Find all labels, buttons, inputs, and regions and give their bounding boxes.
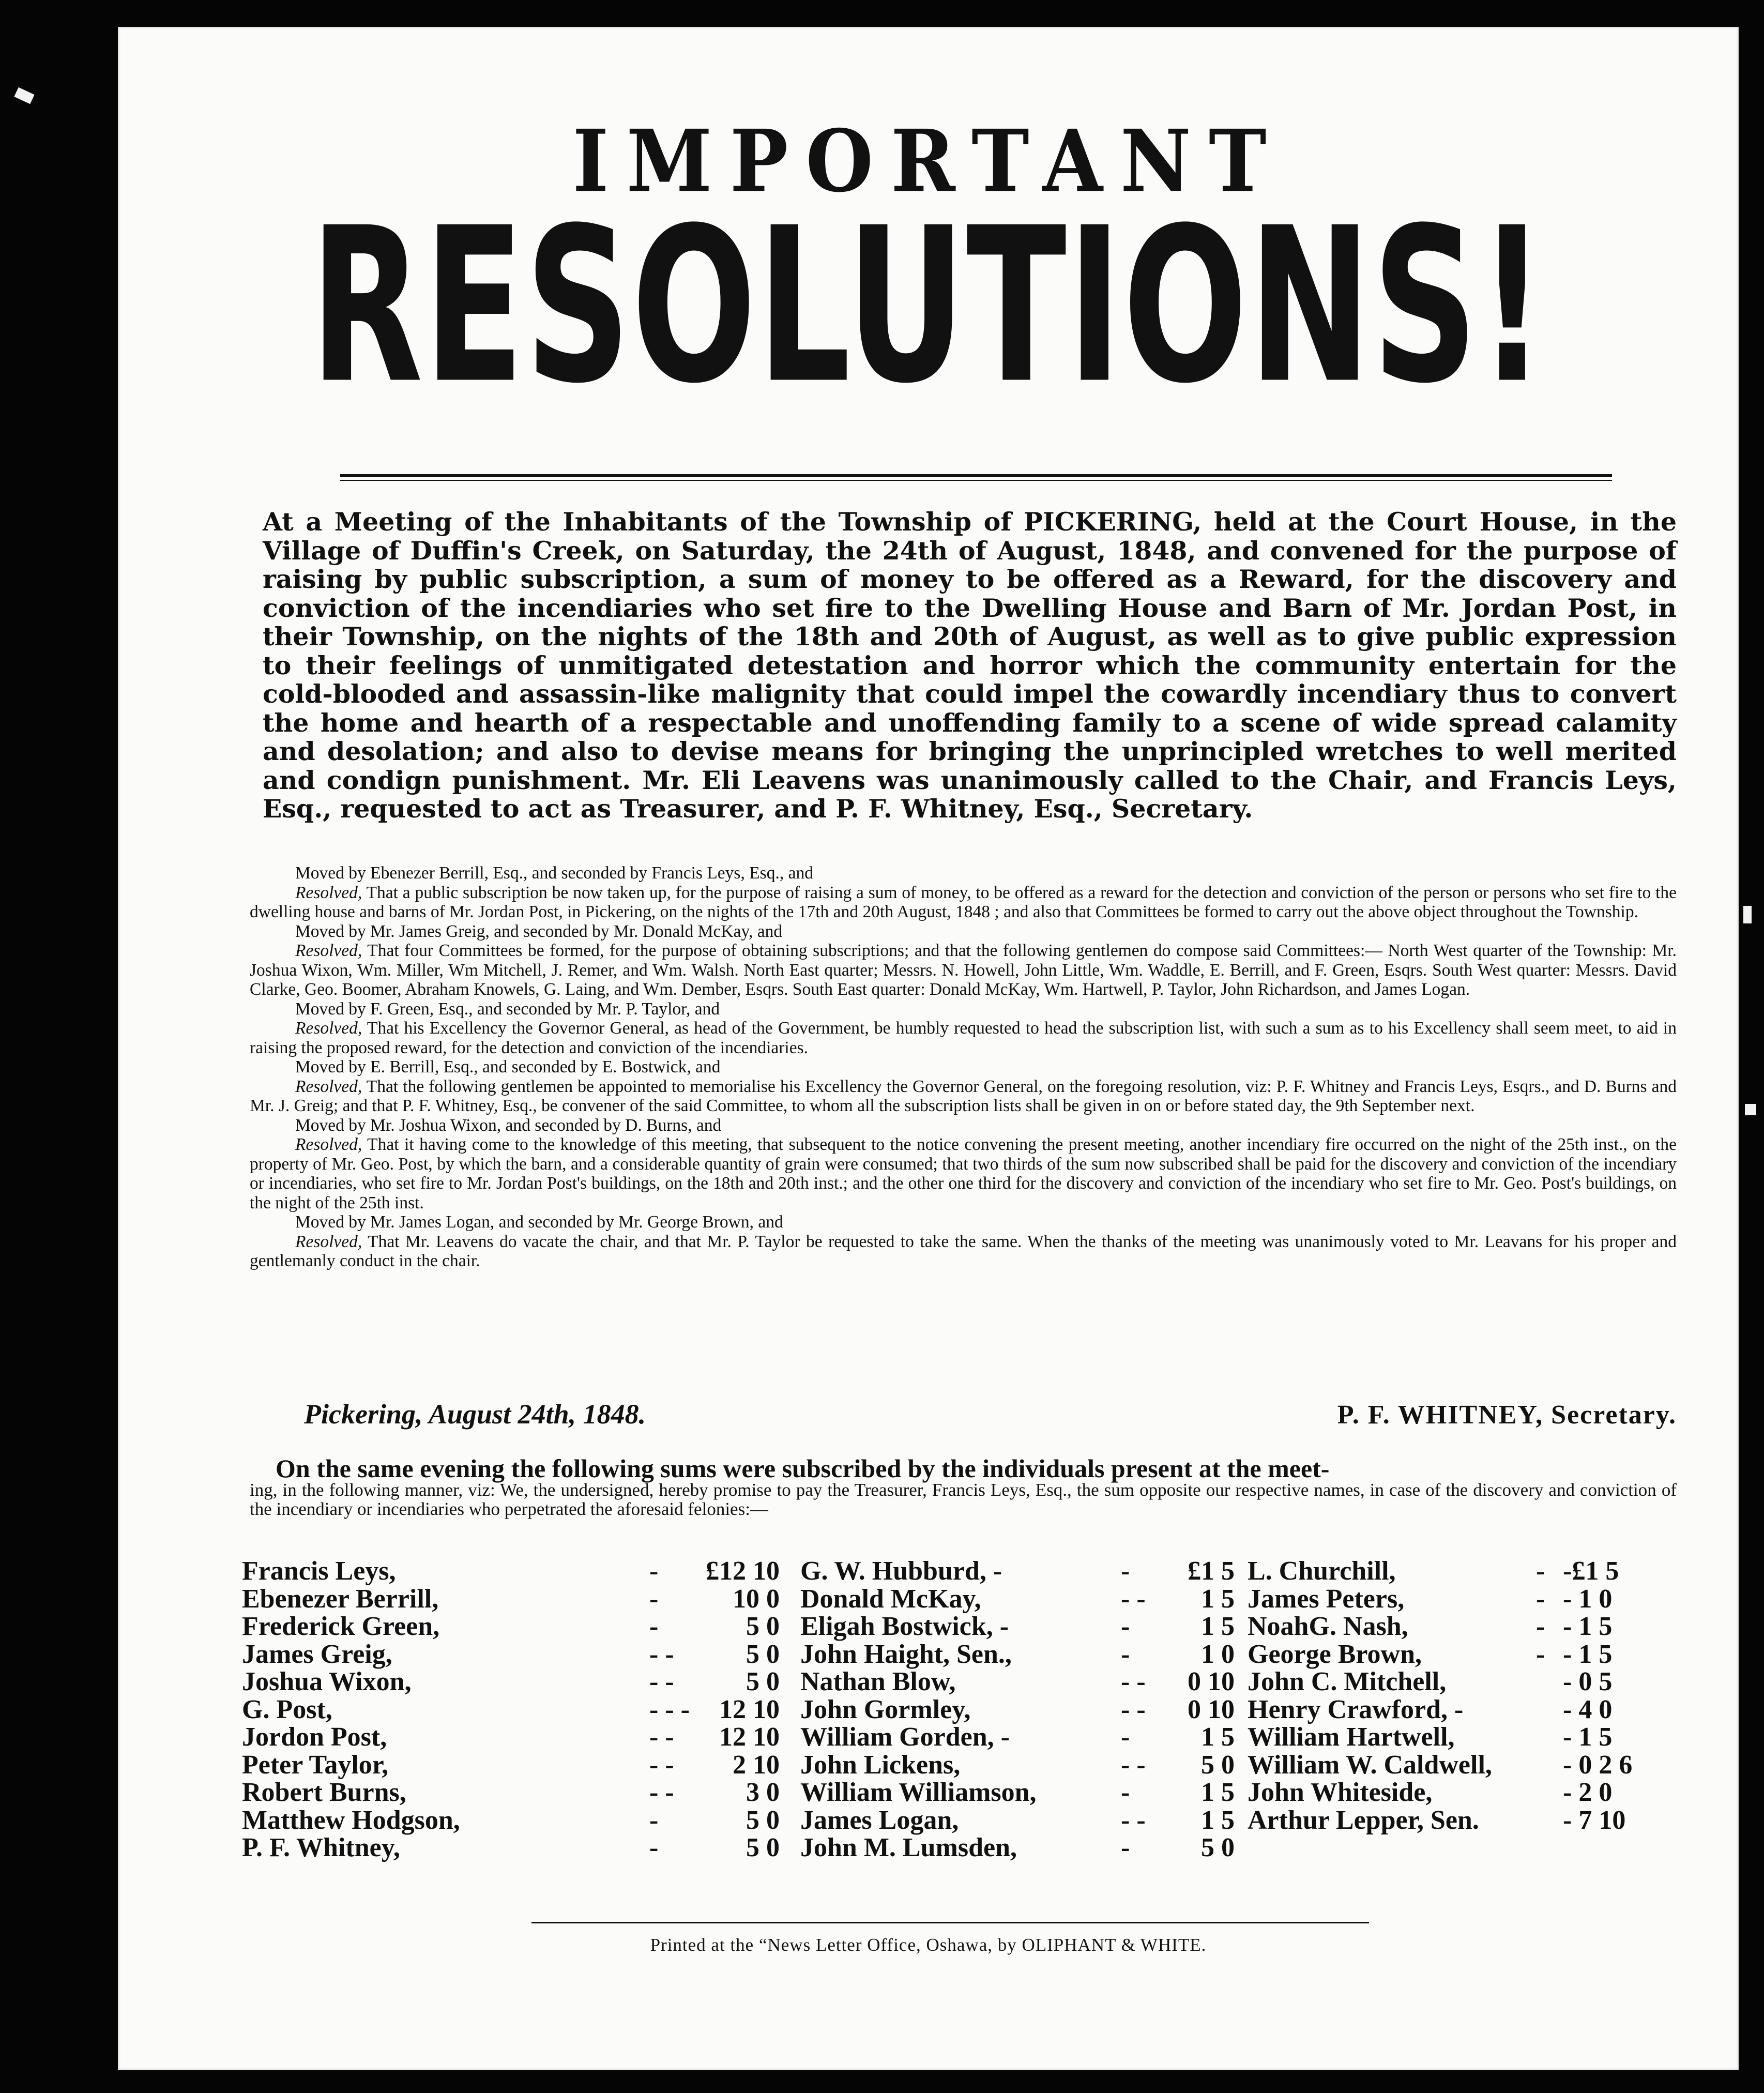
subscriber-name: William Williamson, — [800, 1778, 1037, 1807]
subscriber-name: Henry Crawford, - — [1248, 1694, 1464, 1724]
subscriber-row — [1248, 1723, 1687, 1751]
subscriber-name: P. F. Whitney, — [242, 1833, 400, 1862]
subscriber-name: G. W. Hubburd, - — [800, 1556, 1002, 1586]
subscriber-name: William Hartwell, — [1248, 1722, 1455, 1752]
leader-dashes: - — [1121, 1778, 1130, 1807]
subscriber-row — [242, 1557, 780, 1585]
resolution-body: That his Excellency the Governor General, as head of the Government, be humbly requested to head the subscription list, with such a sum as to his Excellency shall seem meet, to aid in raising the proposed reward, for the detection and conviction of the incendiaries. — [250, 1019, 1677, 1057]
subscriber-row — [242, 1834, 780, 1862]
subscriber-name: John Whiteside, — [1248, 1778, 1433, 1807]
subscriber-column-2 — [800, 1557, 1235, 1862]
resolution-text — [250, 1232, 1677, 1271]
scan-speck — [1743, 906, 1752, 923]
broadside-sheet — [118, 27, 1739, 2070]
subscribed-amount: - 0 5 — [1563, 1667, 1613, 1696]
subscribed-amount: 1 5 — [1201, 1584, 1235, 1614]
resolution-text — [250, 883, 1677, 922]
resolved-label: Resolved, — [295, 941, 362, 960]
leader-dashes: - — [649, 1833, 659, 1862]
resolution-body: That a public subscription be now taken up, for the purpose of raising a sum of money, to be offered as a reward for the detection and conviction of the person or persons who set fire to the dwelling house and barns of Mr. Jordan Post, in Pickering, on the nights of the 17th and 20th August, 1848 ; and also that Committees be formed to carry out the above object throughout the Township. — [250, 883, 1677, 921]
subscriber-row — [800, 1751, 1235, 1779]
subscribed-amount: - 4 0 — [1563, 1694, 1613, 1724]
leader-dashes: - — [649, 1805, 659, 1835]
subscribed-amount: 5 0 — [746, 1805, 780, 1835]
subscriber-row — [800, 1557, 1235, 1585]
subscribed-amount: 5 0 — [746, 1639, 780, 1669]
subscriber-row — [242, 1585, 780, 1613]
subscribed-amount: - 1 5 — [1563, 1612, 1613, 1641]
resolution-body: That Mr. Leavens do vacate the chair, and that Mr. P. Taylor be requested to take the same. When the thanks of the meeting was unanimously voted to Mr. Leavans for his proper and gentlemanly conduct in the chair. — [250, 1232, 1677, 1270]
subscriber-row — [800, 1834, 1235, 1862]
subscribed-amount: - 7 10 — [1563, 1805, 1626, 1835]
leader-dashes: - - — [649, 1750, 674, 1780]
resolved-label: Resolved, — [295, 883, 362, 902]
leader-dashes: - — [1536, 1556, 1545, 1586]
title-rule — [340, 474, 1612, 477]
subscribed-amount: 10 0 — [733, 1584, 780, 1614]
subscribed-amount: - 1 0 — [1563, 1584, 1613, 1614]
subscribed-amount: 0 10 — [1188, 1694, 1235, 1724]
leader-dashes: - - — [1121, 1694, 1146, 1724]
subscribed-amount: 1 5 — [1201, 1805, 1235, 1835]
subscribed-amount: 5 0 — [746, 1612, 780, 1641]
scan-speck — [14, 87, 34, 104]
subscriber-row — [242, 1723, 780, 1751]
subscribed-amount: 5 0 — [1201, 1750, 1235, 1780]
subscriber-row — [242, 1807, 780, 1834]
subscriber-row — [1248, 1668, 1687, 1696]
subscriber-name: Arthur Lepper, Sen. — [1248, 1805, 1479, 1835]
place-and-date: Pickering, August 24th, 1848. — [304, 1399, 646, 1430]
subscriber-row — [800, 1807, 1235, 1834]
footer-rule — [531, 1922, 1369, 1923]
leader-dashes: - — [1536, 1584, 1545, 1614]
subscriber-name: L. Churchill, — [1248, 1556, 1396, 1586]
leader-dashes: - - — [1121, 1667, 1146, 1696]
subscribed-amount: 1 5 — [1201, 1778, 1235, 1807]
subscriber-name: John Gormley, — [800, 1694, 971, 1724]
subscriber-list — [118, 1557, 1739, 1909]
subscriber-row — [1248, 1807, 1687, 1834]
subscribed-amount: - 1 5 — [1563, 1639, 1613, 1669]
leader-dashes: - — [1536, 1612, 1545, 1641]
subscriber-row — [242, 1641, 780, 1669]
resolved-label: Resolved, — [295, 1135, 362, 1154]
leader-dashes: - - — [1121, 1750, 1146, 1780]
subscription-lead: On the same evening the following sums were subscribed by the individuals present at the meet- — [276, 1454, 1330, 1483]
meeting-minutes — [250, 863, 1677, 1271]
subscribed-amount: - 1 5 — [1563, 1722, 1613, 1752]
resolution-text — [250, 1135, 1677, 1212]
motion-mover: Moved by Ebenezer Berrill, Esq., and seconded by Francis Leys, Esq., and — [295, 863, 813, 883]
subscriber-column-3 — [1248, 1557, 1687, 1834]
subscriber-row — [242, 1751, 780, 1779]
subscriber-row — [800, 1779, 1235, 1807]
subscriber-name: NoahG. Nash, — [1248, 1612, 1408, 1641]
resolution-body: That the following gentlemen be appointed to memorialise his Excellency the Governor General, on the foregoing resolution, viz: P. F. Whitney and Francis Leys, Esqrs., and D. Burns and Mr. J. Greig; and that P. F. Whitney, Esq., be convener of the said Committee, to whom all the subscription lists shall be given in on or before stated day, the 9th September next. — [250, 1076, 1677, 1115]
meeting-intro: At a Meeting of the Inhabitants of the Township of PICKERING, held at the Court House, in the Village of Duffin's Creek, on Saturday, the 24th of August, 1848, and convened for the purpose of raising by public subscription, a sum of money to be offered as a Reward, for the discovery and conviction of the incendiaries who set fire to the Dwelling House and Barn of Mr. Jordan Post, in their Township, on the nights of the 18th and 20th of August, as well as to give public expression to their feelings of unmitigated detestation and horror which the community entertain for the cold-blooded and assassin-like malignity that could impel the cowardly incendiary thus to convert the home and hearth of a respectable and unoffending family to a scene of wide spread calamity and desolation; and also to devise means for bringing the unprincipled wretches to well merited and condign punishment. Mr. Eli Leavens was unanimously called to the Chair, and Francis Leys, Esq., requested to act as Treasurer, and P. F. Whitney, Esq., Secretary. — [263, 507, 1677, 824]
title-resolutions: RESOLUTIONS! — [310, 182, 1547, 430]
subscribed-amount: 0 10 — [1188, 1667, 1235, 1696]
motion-mover: Moved by Mr. Joshua Wixon, and seconded by D. Burns, and — [295, 1115, 722, 1135]
motion-mover: Moved by F. Green, Esq., and seconded by Mr. P. Taylor, and — [295, 999, 720, 1019]
subscriber-name: Francis Leys, — [242, 1556, 396, 1586]
subscriber-row — [242, 1613, 780, 1641]
leader-dashes: - - — [649, 1639, 674, 1669]
subscribed-amount: -£1 5 — [1563, 1556, 1619, 1586]
subscriber-name: George Brown, — [1248, 1639, 1422, 1669]
subscriber-name: Ebenezer Berrill, — [242, 1584, 439, 1614]
leader-dashes: - — [649, 1584, 659, 1614]
subscriber-column-1 — [242, 1557, 780, 1862]
subscribed-amount: 5 0 — [746, 1667, 780, 1696]
title-important: IMPORTANT — [572, 111, 1284, 211]
subscriber-row — [800, 1613, 1235, 1641]
subscriber-name: William Gorden, - — [800, 1722, 1010, 1752]
subscriber-name: John C. Mitchell, — [1248, 1667, 1447, 1696]
leader-dashes: - - — [1121, 1805, 1146, 1835]
subscriber-name: Nathan Blow, — [800, 1667, 956, 1696]
subscriber-row — [1248, 1641, 1687, 1669]
subscriber-name: John M. Lumsden, — [800, 1833, 1017, 1862]
secretary-signature: P. F. WHITNEY, Secretary. — [1337, 1400, 1677, 1430]
subscriber-name: John Haight, Sen., — [800, 1639, 1012, 1669]
subscribed-amount: - 0 2 6 — [1563, 1750, 1633, 1780]
subscribed-amount: 5 0 — [746, 1833, 780, 1862]
resolved-label: Resolved, — [295, 1076, 362, 1096]
subscriber-row — [1248, 1613, 1687, 1641]
leader-dashes: - — [1121, 1833, 1130, 1862]
subscriber-name: James Logan, — [800, 1805, 959, 1835]
motion-mover: Moved by E. Berrill, Esq., and seconded by E. Bostwick, and — [295, 1057, 721, 1076]
leader-dashes: - - — [1121, 1584, 1146, 1614]
leader-dashes: - — [649, 1612, 659, 1641]
subscription-terms: ing, in the following manner, viz: We, the undersigned, hereby promise to pay the Treasurer, Francis Leys, Esq., the sum opposite our respective names, in case of the discovery and conviction of the incendiary or incendiaries who perpetrated the aforesaid felonies:— — [250, 1480, 1677, 1519]
subscribed-amount: 3 0 — [746, 1778, 780, 1807]
subscriber-row — [1248, 1779, 1687, 1807]
subscriber-row — [1248, 1696, 1687, 1724]
subscriber-name: Peter Taylor, — [242, 1750, 389, 1780]
subscriber-name: Joshua Wixon, — [242, 1667, 412, 1696]
subscriber-row — [800, 1641, 1235, 1669]
subscribed-amount: 5 0 — [1201, 1833, 1235, 1862]
leader-dashes: - — [1536, 1639, 1545, 1669]
leader-dashes: - - — [649, 1778, 674, 1807]
subscriber-name: Jordon Post, — [242, 1722, 387, 1752]
subscriber-row — [800, 1585, 1235, 1613]
subscriber-name: Matthew Hodgson, — [242, 1805, 460, 1835]
subscribed-amount: £1 5 — [1188, 1556, 1235, 1586]
subscription-intro — [250, 1454, 1677, 1519]
resolved-label: Resolved, — [295, 1232, 362, 1251]
subscriber-name: William W. Caldwell, — [1248, 1750, 1492, 1780]
subscriber-name: Donald McKay, — [800, 1584, 981, 1614]
subscriber-row — [1248, 1585, 1687, 1613]
resolution-text — [250, 1019, 1677, 1057]
scan-speck — [1745, 1104, 1756, 1115]
resolution-text — [250, 941, 1677, 999]
resolution-body: That it having come to the knowledge of this meeting, that subsequent to the notice convening the present meeting, another incendiary fire occurred on the night of the 25th inst., on the property of Mr. Geo. Post, by which the barn, and a considerable quantity of grain were consumed; that two thirds of the sum now subscribed shall be paid for the discovery and conviction of the incendiary or incendiaries, who set fire to Mr. Jordan Post's buildings, on the 18th and 20th inst.; and the other one third for the discovery and conviction of the incendiary who set fire to Mr. Geo. Post's buildings, on the night of the 25th inst. — [250, 1135, 1677, 1212]
motion-mover: Moved by Mr. James Logan, and seconded by Mr. George Brown, and — [295, 1212, 783, 1232]
resolution-body: That four Committees be formed, for the purpose of obtaining subscriptions; and that the following gentlemen do compose said Committees:— North West quarter of the Township: Mr. Joshua Wixon, Wm. Miller, Wm Mitchell, J. Remer, and Wm. Walsh. North East quarter; Messrs. N. Howell, John Little, Wm. Waddle, E. Berrill, and F. Green, Esqrs. South West quarter: Messrs. David Clarke, Geo. Boomer, Abraham Knowels, G. Laing, and Wm. Dember, Esqrs. South East quarter: Donald McKay, Wm. Hartwell, P. Taylor, John Richardson, and James Logan. — [250, 941, 1677, 999]
subscriber-name: Robert Burns, — [242, 1778, 406, 1807]
subscriber-row — [242, 1696, 780, 1724]
subscriber-row — [1248, 1557, 1687, 1585]
subscribed-amount: £12 10 — [706, 1556, 780, 1586]
leader-dashes: - — [1121, 1722, 1130, 1752]
motion-mover: Moved by Mr. James Greig, and seconded by Mr. Donald McKay, and — [295, 921, 783, 941]
subscriber-name: James Peters, — [1248, 1584, 1405, 1614]
subscribed-amount: 1 5 — [1201, 1612, 1235, 1641]
subscriber-name: James Greig, — [242, 1639, 392, 1669]
subscriber-name: Eligah Bostwick, - — [800, 1612, 1009, 1641]
subscribed-amount: - 2 0 — [1563, 1778, 1613, 1807]
subscribed-amount: 2 10 — [733, 1750, 780, 1780]
subscribed-amount: 12 10 — [719, 1694, 780, 1724]
leader-dashes: - - — [649, 1722, 674, 1752]
subscribed-amount: 1 5 — [1201, 1722, 1235, 1752]
subscriber-name: Frederick Green, — [242, 1612, 440, 1641]
leader-dashes: - - - — [649, 1694, 690, 1724]
subscriber-row — [800, 1696, 1235, 1724]
leader-dashes: - — [1121, 1639, 1130, 1669]
subscriber-row — [800, 1668, 1235, 1696]
subscribed-amount: 1 0 — [1201, 1639, 1235, 1669]
leader-dashes: - - — [649, 1667, 674, 1696]
title-rule-thin — [340, 480, 1612, 481]
subscriber-row — [242, 1668, 780, 1696]
leader-dashes: - — [649, 1556, 659, 1586]
resolved-label: Resolved, — [295, 1019, 362, 1038]
subscriber-row — [1248, 1751, 1687, 1779]
subscriber-row — [242, 1779, 780, 1807]
printer-imprint: Printed at the “News Letter Office, Oshawa, by OLIPHANT & WHITE. — [650, 1935, 1207, 1955]
leader-dashes: - — [1121, 1556, 1130, 1586]
leader-dashes: - — [1121, 1612, 1130, 1641]
subscriber-name: John Lickens, — [800, 1750, 961, 1780]
subscriber-row — [800, 1723, 1235, 1751]
resolution-text — [250, 1077, 1677, 1116]
subscribed-amount: 12 10 — [719, 1722, 780, 1752]
subscriber-name: G. Post, — [242, 1694, 332, 1724]
